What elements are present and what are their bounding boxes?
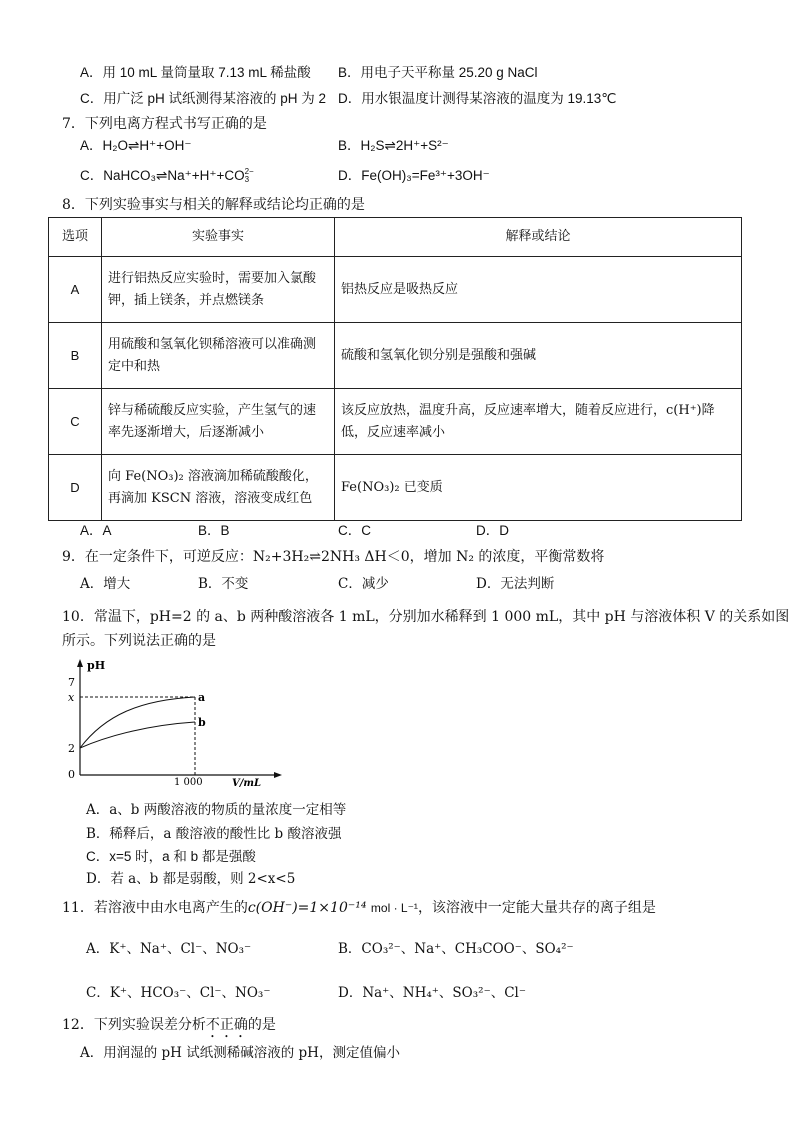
q7-option-d: D．Fe(OH)₃=Fe³⁺+3OH⁻ — [338, 168, 490, 183]
q9-stem: 9．在一定条件下，可逆反应：N₂+3H₂⇌2NH₃ ΔH＜0，增加 N₂ 的浓度，平衡常数将 — [62, 549, 605, 565]
q8-choice-a: A．A — [80, 523, 112, 538]
q11-option-c: C．K⁺、HCO₃⁻、Cl⁻、NO₃⁻ — [86, 985, 271, 1001]
q7-stem: 7．下列电离方程式书写正确的是 — [62, 116, 267, 132]
q10-option-a: A．a、b 两酸溶液的物质的量浓度一定相等 — [86, 802, 347, 818]
y-tick-7: 7 — [68, 676, 75, 689]
x-axis-label: V/mL — [232, 778, 262, 789]
q8-choice-b: B．B — [198, 523, 230, 538]
q9-choice-d: D．无法判断 — [476, 576, 555, 592]
y-axis-arrow-icon — [77, 659, 83, 667]
q9-choice-b: B．不变 — [198, 576, 249, 592]
q11-option-d: D．Na⁺、NH₄⁺、SO₃²⁻、Cl⁻ — [338, 985, 526, 1001]
y-tick-0: 0 — [68, 768, 75, 781]
curve-b — [80, 722, 195, 748]
y-tick-2: 2 — [68, 742, 75, 755]
table-row: B 用硫酸和氢氧化钡稀溶液可以准确测定中和热 硫酸和氢氧化钡分别是强酸和强碱 — [49, 323, 742, 389]
q11-option-b: B．CO₃²⁻、Na⁺、CH₃COO⁻、SO₄²⁻ — [338, 941, 574, 957]
header-option: 选项 — [49, 218, 102, 257]
q8-stem: 8．下列实验事实与相关的解释或结论均正确的是 — [62, 197, 365, 213]
x-tick-1000: 1 000 — [174, 777, 203, 788]
oh-concentration-formula: c(OH⁻)=1×10⁻¹⁴ — [247, 900, 367, 916]
emphasis-text: 不正确 — [205, 1017, 248, 1033]
reversible-arrow-icon: ⇌ — [384, 138, 396, 153]
y-tick-x: x — [68, 691, 75, 704]
q10-stem-line1: 10．常温下，pH=2 的 a、b 两种酸溶液各 1 mL，分别加水稀释到 1 000 mL，其中 pH 与溶液体积 V 的关系如图 — [62, 609, 790, 625]
q10-stem-line2: 所示。下列说法正确的是 — [62, 633, 216, 649]
q9-choice-c: C．减少 — [338, 576, 389, 592]
curve-a — [80, 697, 195, 748]
q6-option-b: B．用电子天平称量 25.20 g NaCl — [338, 65, 538, 80]
header-explanation: 解释或结论 — [335, 218, 742, 257]
q10-option-d: D．若 a、b 都是弱酸，则 2<x<5 — [86, 871, 296, 887]
reversible-arrow-icon: ⇌ — [309, 549, 321, 565]
y-axis-label: pH — [87, 659, 106, 672]
q11-stem: 11．若溶液中由水电离产生的c(OH⁻)=1×10⁻¹⁴ mol · L⁻¹，该溶液中一定能大量共存的离子组是 — [62, 900, 656, 916]
q6-option-c: C．用广泛 pH 试纸测得某溶液的 pH 为 2 — [80, 91, 327, 106]
q10-option-c: C．x=5 时，a 和 b 都是强酸 — [86, 849, 256, 864]
q8-choice-d: D．D — [476, 523, 509, 538]
ph-volume-graph — [60, 655, 290, 790]
experiment-table — [48, 217, 742, 521]
table-row: A 进行铝热反应实验时，需要加入氯酸钾，插上镁条，并点燃镁条 铝热反应是吸热反应 — [49, 257, 742, 323]
q6-option-a: A．用 10 mL 量筒量取 7.13 mL 稀盐酸 — [80, 65, 311, 80]
q11-option-a: A．K⁺、Na⁺、Cl⁻、NO₃⁻ — [86, 941, 252, 957]
curve-b-label: b — [198, 716, 206, 729]
q12-option-a: A．用润湿的 pH 试纸测稀碱溶液的 pH，测定值偏小 — [80, 1045, 400, 1061]
q10-option-b: B．稀释后，a 酸溶液的酸性比 b 酸溶液强 — [86, 826, 342, 842]
q7-option-b: B．H₂S⇌2H⁺+S²⁻ — [338, 138, 449, 153]
reversible-arrow-icon: ⇌ — [128, 138, 140, 153]
x-axis-arrow-icon — [274, 772, 282, 778]
q12-stem: 12．下列实验误差分析不正确的是 — [62, 1017, 276, 1033]
q7-option-a: A．H₂O⇌H⁺+OH⁻ — [80, 138, 192, 153]
table-row: D 向 Fe(NO₃)₂ 溶液滴加稀硫酸酸化，再滴加 KSCN 溶液，溶液变成红色 Fe(NO₃)₂ 已变质 — [49, 455, 742, 521]
header-fact: 实验事实 — [102, 218, 335, 257]
q7-option-c: C．NaHCO₃⇌Na⁺+H⁺+CO 2− 3 — [80, 167, 254, 185]
q9-choice-a: A．增大 — [80, 576, 131, 592]
curve-a-label: a — [198, 691, 206, 704]
table-header-row — [49, 218, 742, 257]
q6-option-d: D．用水银温度计测得某溶液的温度为 19.13℃ — [338, 91, 617, 106]
q8-choice-c: C．C — [338, 523, 371, 538]
reversible-arrow-icon: ⇌ — [156, 168, 168, 183]
table-row: C 锌与稀硫酸反应实验，产生氢气的速率先逐渐增大，后逐渐减小 该反应放热，温度升高，反应速率增大，随着反应进行，c(H⁺)降低，反应速率减小 — [49, 389, 742, 455]
